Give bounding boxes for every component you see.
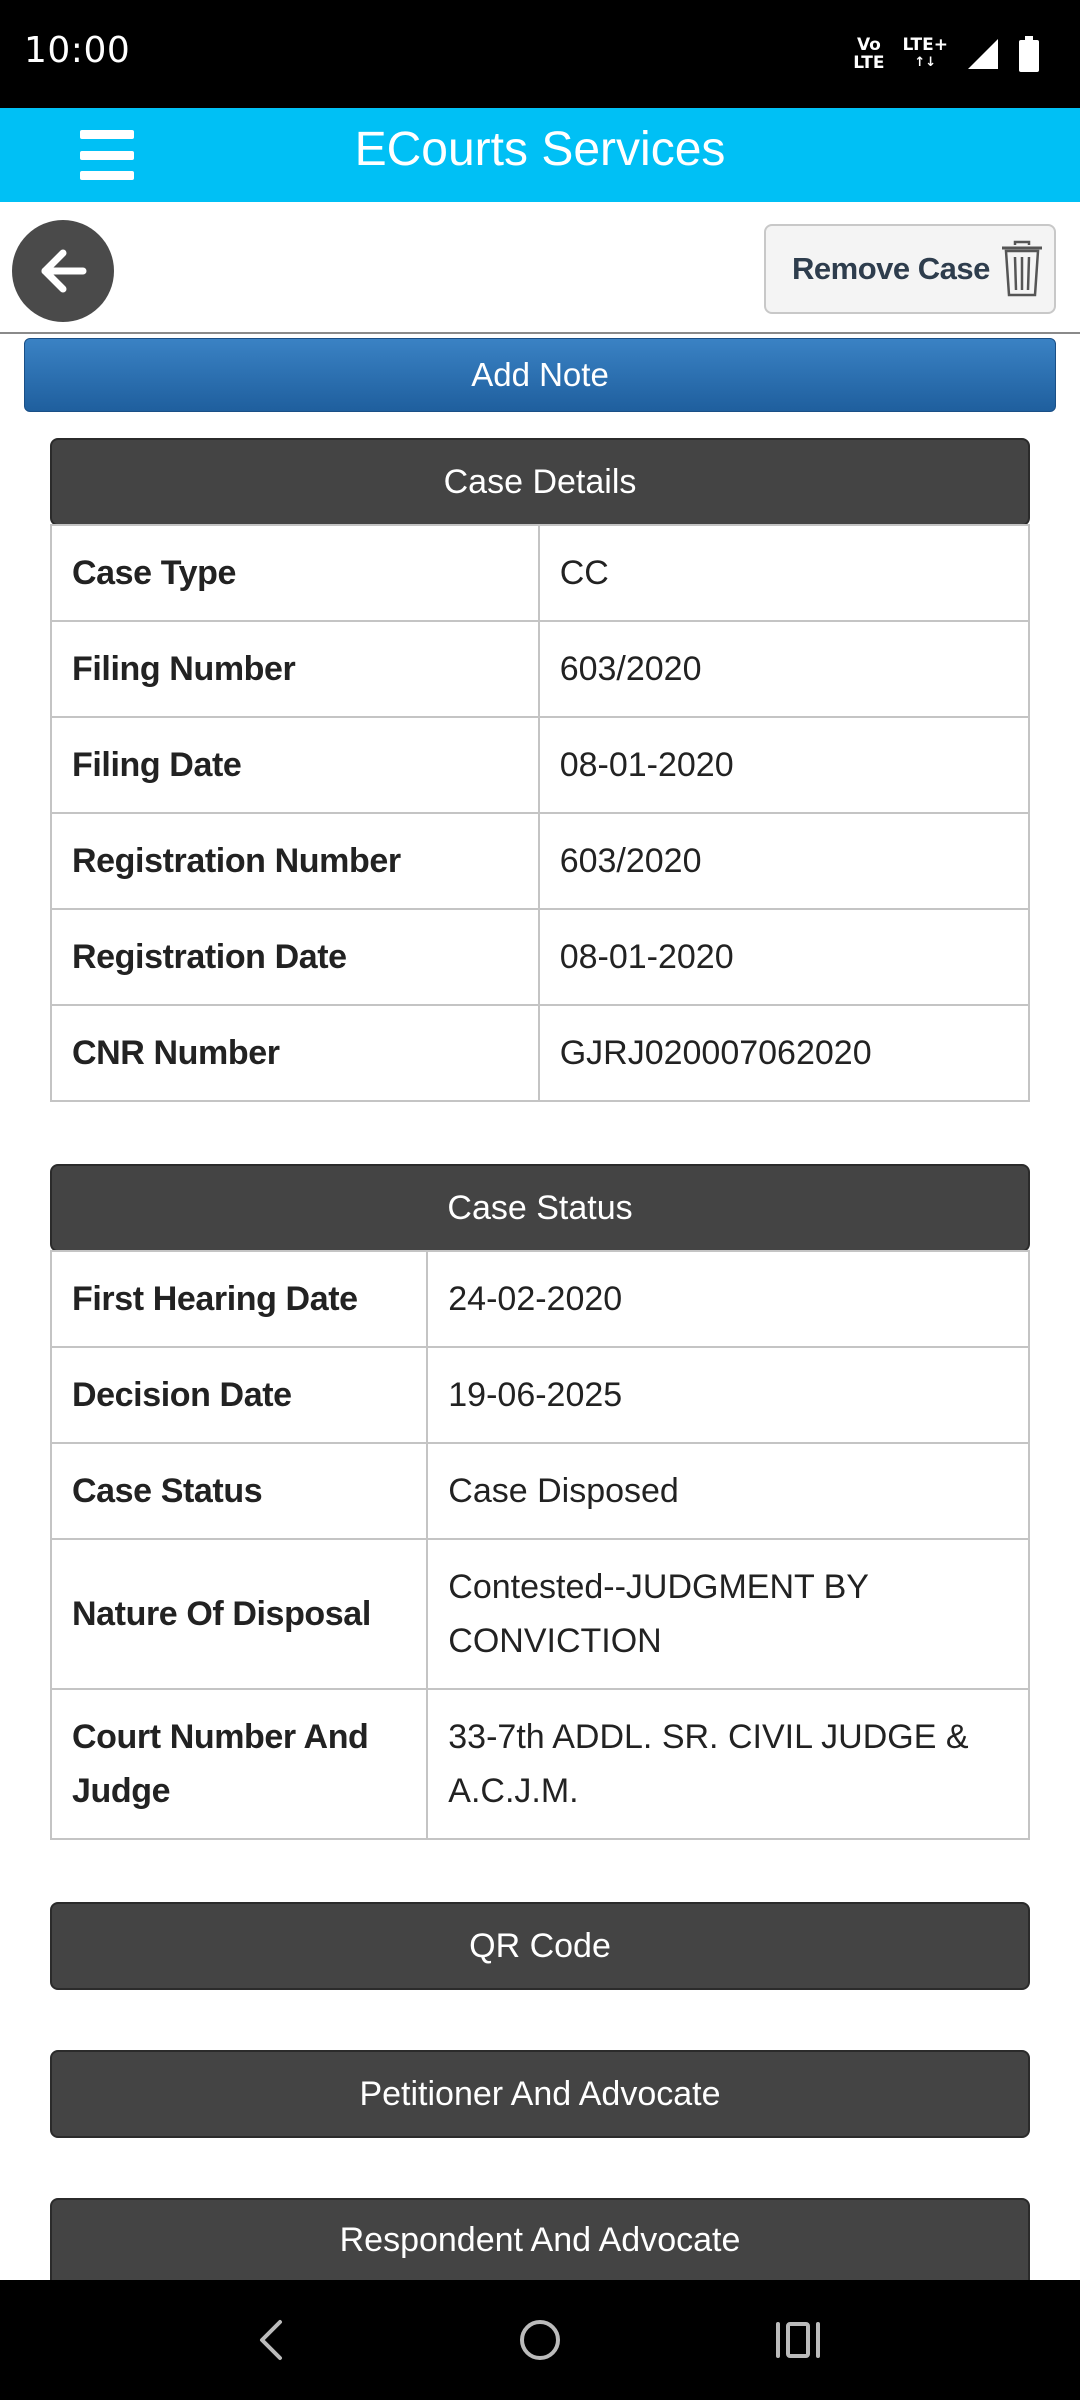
- table-row: [51, 621, 1029, 717]
- row-value: 08-01-2020: [539, 717, 1029, 813]
- nav-back-icon[interactable]: [250, 2310, 290, 2370]
- table-row: [51, 1539, 1029, 1689]
- nav-recents-icon[interactable]: [770, 2310, 826, 2370]
- row-value: GJRJ020007062020: [539, 1005, 1029, 1101]
- volte-icon: [853, 36, 884, 72]
- table-row: [51, 1005, 1029, 1101]
- lte-bottom: ↑↓: [914, 55, 937, 70]
- status-time: 10:00: [24, 30, 131, 71]
- row-value: 603/2020: [539, 621, 1029, 717]
- row-label: CNR Number: [51, 1005, 539, 1101]
- nav-home-icon[interactable]: [510, 2310, 570, 2370]
- remove-case-button[interactable]: [764, 224, 1056, 314]
- arrow-left-icon: [35, 243, 91, 299]
- table-row: [51, 717, 1029, 813]
- status-bar: [0, 0, 1080, 108]
- row-label: Registration Number: [51, 813, 539, 909]
- row-label: Filing Date: [51, 717, 539, 813]
- row-value: Case Disposed: [427, 1443, 1029, 1539]
- petitioner-advocate-button[interactable]: Petitioner And Advocate: [50, 2050, 1030, 2138]
- row-label: Nature Of Disposal: [51, 1539, 427, 1689]
- row-value: 24-02-2020: [427, 1251, 1029, 1347]
- qr-code-button[interactable]: QR Code: [50, 1902, 1030, 1990]
- row-value: 08-01-2020: [539, 909, 1029, 1005]
- row-value: 603/2020: [539, 813, 1029, 909]
- battery-icon: [1018, 36, 1040, 72]
- toolbar: [0, 202, 1080, 334]
- app-header: [0, 108, 1080, 202]
- volte-bottom: LTE: [853, 53, 885, 73]
- row-label: Case Status: [51, 1443, 427, 1539]
- respondent-advocate-button[interactable]: Respondent And Advocate: [50, 2198, 1030, 2280]
- case-status-header: Case Status: [50, 1164, 1030, 1252]
- trash-icon: [1000, 240, 1044, 298]
- row-value: CC: [539, 525, 1029, 621]
- case-status-table: [50, 1250, 1030, 1840]
- table-row: [51, 1347, 1029, 1443]
- navigation-bar: [0, 2280, 1080, 2400]
- row-value: Contested--JUDGMENT BY CONVICTION: [427, 1539, 1029, 1689]
- add-note-button[interactable]: Add Note: [24, 338, 1056, 412]
- table-row: [51, 1443, 1029, 1539]
- remove-case-label: Remove Case: [792, 251, 990, 286]
- row-label: Court Number And Judge: [51, 1689, 427, 1839]
- volte-top: Vo: [856, 35, 881, 55]
- row-label: First Hearing Date: [51, 1251, 427, 1347]
- row-label: Case Type: [51, 525, 539, 621]
- row-value: 19-06-2025: [427, 1347, 1029, 1443]
- case-details-table: [50, 524, 1030, 1102]
- case-details-header: Case Details: [50, 438, 1030, 526]
- row-label: Filing Number: [51, 621, 539, 717]
- app-title: ECourts Services: [354, 123, 726, 176]
- table-row: [51, 1689, 1029, 1839]
- row-label: Decision Date: [51, 1347, 427, 1443]
- row-value: 33-7th ADDL. SR. CIVIL JUDGE & A.C.J.M.: [427, 1689, 1029, 1839]
- table-row: [51, 525, 1029, 621]
- signal-icon: [966, 37, 1000, 71]
- back-button[interactable]: [12, 220, 114, 322]
- status-icons: [853, 30, 1040, 78]
- table-row: [51, 813, 1029, 909]
- row-label: Registration Date: [51, 909, 539, 1005]
- lte-plus-icon: [903, 36, 948, 72]
- table-row: [51, 909, 1029, 1005]
- table-row: [51, 1251, 1029, 1347]
- lte-top: LTE+: [902, 35, 948, 55]
